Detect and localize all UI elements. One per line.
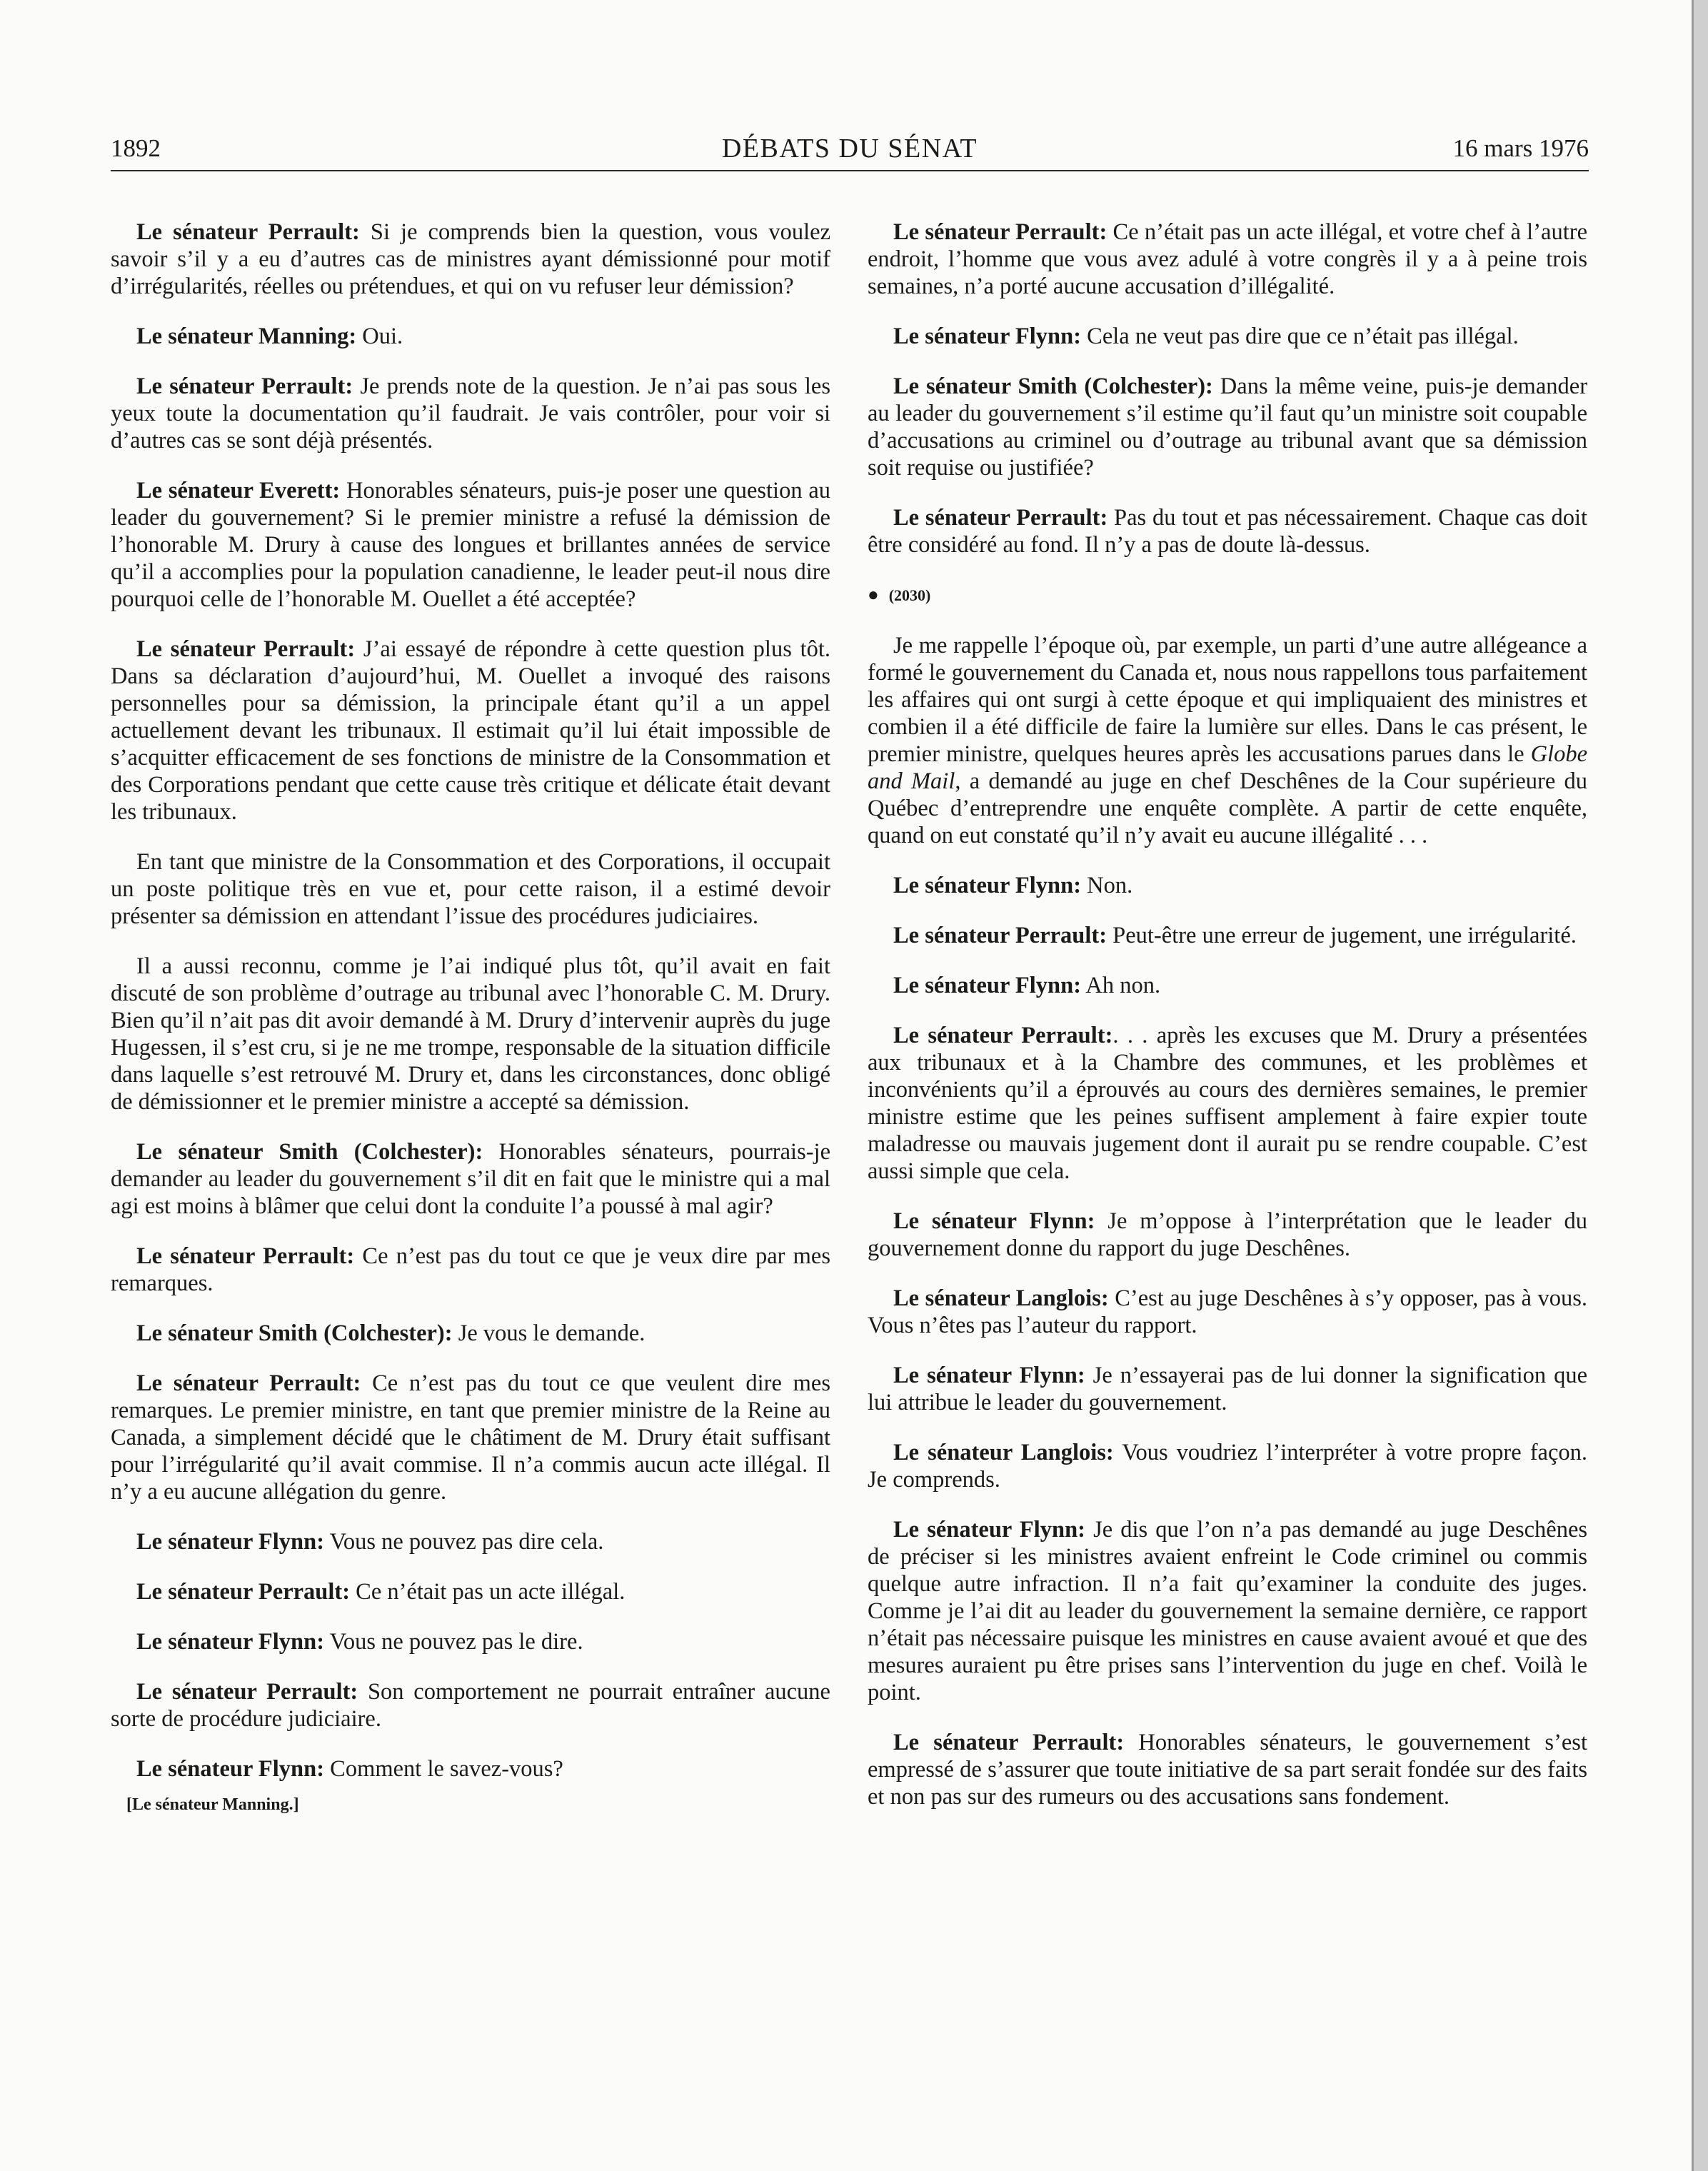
- speaker-name: Le sénateur Perrault:: [136, 373, 353, 399]
- speech-text: Son comportement ne pourrait entraîner aucune sorte de procédure judiciaire.: [111, 1679, 830, 1732]
- time-marker-text: (2030): [888, 586, 931, 604]
- page-header: [111, 134, 1589, 171]
- speech-text: Ce n’était pas un acte illégal, et votre chef à l’autre endroit, l’homme que vous avez adulé à votre congrès il y a à peine trois semaines, n’a porté aucune accusation d’illégalité.: [868, 219, 1587, 299]
- speech-text: Je vous le demande.: [458, 1320, 645, 1346]
- speech-text: C’est au juge Deschênes à s’y opposer, pas à vous. Vous n’êtes pas l’auteur du rapport.: [868, 1285, 1587, 1338]
- paragraph: [111, 848, 830, 930]
- speech-text: Ce n’est pas du tout ce que veulent dire mes remarques. Le premier ministre, en tant que premier ministre de la Reine au Canada, a simplement décidé que le châtiment de M. Drury était suffisant pour l’irrégularité qu’il avait commise. Il n’a commis aucun acte illégal. Il n’y a eu aucune allégation du genre.: [111, 1370, 830, 1505]
- speaker-name: Le sénateur Smith (Colchester):: [136, 1320, 453, 1346]
- speech-text: Ce n’était pas un acte illégal.: [356, 1579, 626, 1605]
- paragraph: [868, 1516, 1587, 1706]
- paragraph: [111, 373, 830, 454]
- speaker-footnote: [Le sénateur Manning.]: [126, 1795, 299, 1814]
- paragraph: [111, 477, 830, 613]
- speech-text: Peut-être une erreur de jugement, une irrégularité.: [1112, 923, 1577, 948]
- paragraph: [111, 1755, 830, 1783]
- speech-text: Honorables sénateurs, le gouvernement s’est empressé de s’assurer que toute initiative de sa part serait fondée sur des faits et non pas sur des rumeurs ou des accusations sans fondement.: [868, 1730, 1587, 1810]
- speaker-name: Le sénateur Langlois:: [893, 1285, 1109, 1311]
- speaker-name: Le sénateur Perrault:: [893, 923, 1107, 948]
- paragraph: [868, 1022, 1587, 1185]
- paragraph: [868, 1285, 1587, 1339]
- paragraph: [111, 1628, 830, 1655]
- paragraph: [111, 1578, 830, 1605]
- paragraph: [111, 953, 830, 1115]
- speaker-name: Le sénateur Smith (Colchester):: [136, 1139, 483, 1165]
- bullet-icon: ●: [868, 584, 879, 605]
- paragraph: [868, 1208, 1587, 1262]
- speech-text: J’ai essayé de répondre à cette question plus tôt. Dans sa déclaration d’aujourd’hui, M. Ouellet a invoqué des raisons personnelles pour sa démission, la principale étant qu’il a un appel actuellement devant les tribunaux. Il estimait qu’il lui était impossible de s’acquitter efficacement de ses fonctions de ministre de la Consommation et des Corporations pendant que cette cause très critique et délicate était devant les tribunaux.: [111, 636, 830, 825]
- speech-text: Je dis que l’on n’a pas demandé au juge Deschênes de préciser si les ministres avaient enfreint le Code criminel ou commis quelque autre infraction. Il n’a fait qu’examiner la conduite des juges. Comme je l’ai dit au leader du gouvernement la semaine dernière, ce rapport n’était pas nécessaire puisque les ministres en cause avaient avoué et que des mesures auraient pu être prises sans l’intervention du juge en chef. Voilà le point.: [868, 1517, 1588, 1705]
- speech-text: Pas du tout et pas nécessairement. Chaque cas doit être considéré au fond. Il n’y a pas de doute là-dessus.: [868, 505, 1587, 558]
- speaker-name: Le sénateur Langlois:: [893, 1440, 1114, 1465]
- speaker-name: Le sénateur Flynn:: [893, 973, 1082, 998]
- issue-date: 16 mars 1976: [1452, 134, 1589, 162]
- paragraph: [111, 1678, 830, 1733]
- speech-text: Honorables sénateurs, pourrais-je demander au leader du gouvernement s’il dit en fait que le ministre qui a mal agi est moins à blâmer que celui dont la conduite l’a poussé à mal agir?: [111, 1139, 830, 1219]
- paragraph: [111, 219, 830, 300]
- speech-text: Dans la même veine, puis-je demander au leader du gouvernement s’il estime qu’il faut qu’un ministre soit coupable d’accusations au criminel ou d’outrage au tribunal avant que sa démission soit requise ou justifiée?: [868, 373, 1588, 481]
- scan-edge: [1692, 0, 1708, 2171]
- speaker-name: Le sénateur Flynn:: [893, 1517, 1085, 1543]
- speaker-name: Le sénateur Perrault:: [136, 219, 360, 245]
- paragraph: [868, 632, 1587, 849]
- speech-text: Il a aussi reconnu, comme je l’ai indiqué plus tôt, qu’il avait en fait discuté de son problème d’outrage au tribunal avec l’honorable C. M. Drury. Bien qu’il n’ait pas dit avoir demandé à M. Drury d’intervenir auprès du juge Hugessen, il s’est cru, si je ne me trompe, responsable de la situation difficile dans laquelle s’est retrouvé M. Drury et, dans les circonstances, donc obligé de démissionner et le premier ministre a accepté sa démission.: [111, 953, 830, 1115]
- paragraph: [868, 1362, 1587, 1416]
- paragraph: [111, 1370, 830, 1505]
- speech-text: Je prends note de la question. Je n’ai pas sous les yeux toute la documentation qu’il faudrait. Je vais contrôler, pour voir si d’autres cas se sont déjà présentés.: [111, 373, 831, 453]
- right-column: [868, 219, 1587, 1833]
- speaker-name: Le sénateur Perrault:: [893, 505, 1108, 531]
- speech-text: Je n’essayerai pas de lui donner la signification que lui attribue le leader du gouvernement.: [868, 1363, 1588, 1415]
- paragraph: [868, 1439, 1587, 1493]
- paragraph: [868, 872, 1587, 899]
- speaker-name: Le sénateur Flynn:: [136, 1529, 325, 1555]
- speaker-name: Le sénateur Perrault:: [136, 1370, 361, 1396]
- speaker-name: Le sénateur Flynn:: [893, 324, 1082, 349]
- speech-text: Non.: [1087, 873, 1133, 898]
- paragraph: [111, 636, 830, 826]
- speech-text: Je m’oppose à l’interprétation que le leader du gouvernement donne du rapport du juge Deschênes.: [868, 1208, 1588, 1261]
- speaker-name: Le sénateur Flynn:: [893, 1208, 1095, 1234]
- paragraph: [868, 323, 1587, 350]
- speech-text: En tant que ministre de la Consommation et des Corporations, il occupait un poste politique très en vue et, pour cette raison, il a estimé devoir présenter sa démission en attendant l’issue des procédures judiciaires.: [111, 849, 830, 929]
- speaker-name: Le sénateur Smith (Colchester):: [893, 373, 1213, 399]
- speaker-name: Le sénateur Flynn:: [893, 1363, 1085, 1388]
- left-column: [111, 219, 830, 1841]
- speech-text: Vous ne pouvez pas dire cela.: [329, 1529, 604, 1555]
- speaker-name: Le sénateur Manning:: [136, 324, 357, 349]
- speech-text: Honorables sénateurs, puis-je poser une question au leader du gouvernement? Si le premier ministre a refusé la démission de l’honorable M. Drury à cause des longues et brillantes années de service qu’il a accomplies pour la population canadienne, le leader peut-il nous dire pourquoi celle de l’honorable M. Ouellet a été acceptée?: [111, 478, 831, 612]
- paragraph: [111, 1138, 830, 1220]
- newspaper-title: Globe and Mail: [868, 741, 1587, 794]
- speech-text: Ah non.: [1085, 973, 1161, 998]
- paragraph: [868, 219, 1587, 300]
- speech-text: . . . après les excuses que M. Drury a présentées aux tribunaux et à la Chambre des communes, et les problèmes et inconvénients qu’il a éprouvés au cours des dernières semaines, le premier ministre estime que les peines suffisent amplement à faire expier toute maladresse ou mauvais jugement dont il aurait pu se rendre coupable. C’est aussi simple que cela.: [868, 1023, 1587, 1184]
- speaker-name: Le sénateur Perrault:: [136, 1243, 355, 1269]
- paragraph: [111, 1243, 830, 1297]
- speech-text: Je me rappelle l’époque où, par exemple, un parti d’une autre allégeance a formé le gouvernement du Canada et, nous nous rappellons tous parfaitement les affaires qui ont surgi à cette époque et qui impliquaient des ministres et combien il a été difficile de faire la lumière sur elles. Dans le cas présent, le premier ministre, quelques heures après les accusations parues dans le: [868, 633, 1587, 767]
- paragraph: [868, 972, 1587, 999]
- speaker-name: Le sénateur Perrault:: [136, 1679, 358, 1705]
- speaker-name: Le sénateur Perrault:: [136, 1579, 351, 1605]
- speaker-name: Le sénateur Perrault:: [893, 219, 1107, 245]
- paragraph: [111, 1320, 830, 1347]
- paragraph: [111, 1528, 830, 1555]
- speech-text: Ce n’est pas du tout ce que je veux dire par mes remarques.: [111, 1243, 830, 1296]
- speech-text: Comment le savez-vous?: [330, 1756, 563, 1782]
- speech-text: Cela ne veut pas dire que ce n’était pas illégal.: [1087, 324, 1519, 349]
- speaker-name: Le sénateur Perrault:: [136, 636, 356, 662]
- publication-title: DÉBATS DU SÉNAT: [721, 134, 978, 164]
- paragraph: [868, 504, 1587, 558]
- paragraph: [111, 323, 830, 350]
- speech-text: Oui.: [362, 324, 403, 349]
- speech-text: Si je comprends bien la question, vous voulez savoir s’il y a eu d’autres cas de ministres ayant démissionné pour motif d’irrégularités, réelles ou prétendues, et qui on vu refuser leur démission?: [111, 219, 830, 299]
- speaker-name: Le sénateur Everett:: [136, 478, 341, 503]
- paragraph: [868, 1729, 1587, 1810]
- speech-text: , a demandé au juge en chef Deschênes de la Cour supérieure du Québec d’entreprendre une enquête complète. A partir de cette enquête, quand on eut constaté qu’il n’y avait eu aucune illégalité . . .: [868, 768, 1587, 848]
- speaker-name: Le sénateur Perrault:: [893, 1730, 1125, 1755]
- speaker-name: Le sénateur Flynn:: [893, 873, 1082, 898]
- time-marker: [868, 581, 1587, 609]
- paragraph: [868, 922, 1587, 949]
- page-number: 1892: [111, 134, 161, 162]
- speech-text: Vous ne pouvez pas le dire.: [329, 1629, 583, 1655]
- speaker-name: Le sénateur Perrault:: [893, 1023, 1113, 1048]
- speaker-name: Le sénateur Flynn:: [136, 1756, 325, 1782]
- speech-text: Vous voudriez l’interpréter à votre propre façon. Je comprends.: [868, 1440, 1587, 1493]
- paragraph: [868, 373, 1587, 481]
- speaker-name: Le sénateur Flynn:: [136, 1629, 325, 1655]
